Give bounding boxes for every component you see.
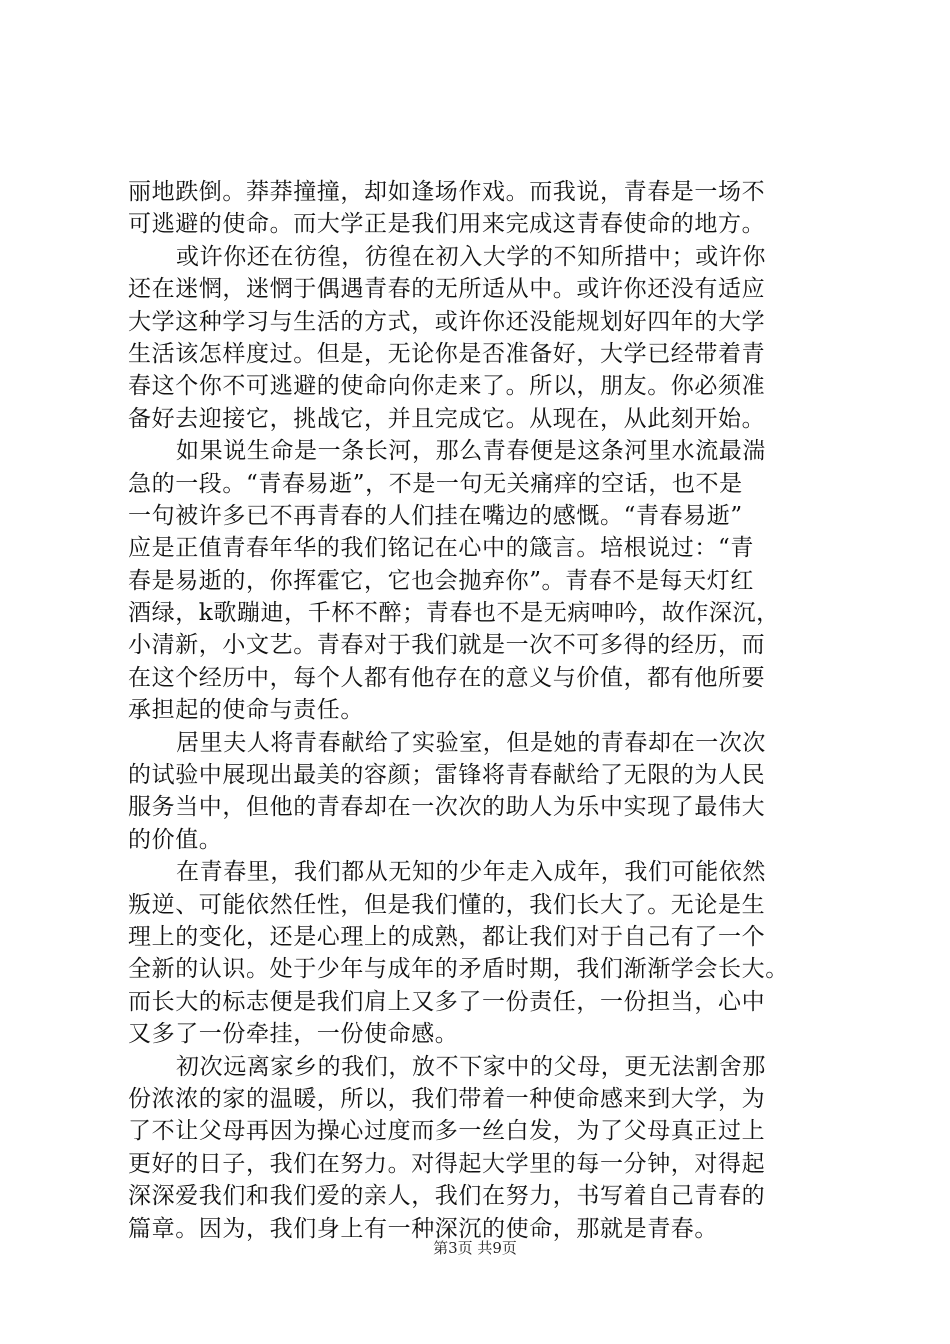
text-line: 的价值。 <box>128 826 223 853</box>
text-line: 一句被许多已不再青春的人们挂在嘴边的感慨。“青春易逝” <box>128 502 743 529</box>
text-line: 服务当中，但他的青春却在一次次的助人为乐中实现了最伟大 <box>128 794 766 821</box>
paragraph-first-line: 如果说生命是一条长河，那么青春便是这条河里水流最湍 <box>176 438 766 465</box>
text-line: 小清新，小文艺。青春对于我们就是一次不可多得的经历，而 <box>128 632 766 659</box>
text-line: 可逃避的使命。而大学正是我们用来完成这青春使命的地方。 <box>128 211 766 238</box>
paragraph-first-line: 或许你还在彷徨，彷徨在初入大学的不知所措中；或许你 <box>176 243 766 270</box>
text-line: 了不让父母再因为操心过度而多一丝白发，为了父母真正过上 <box>128 1118 766 1145</box>
text-line: 又多了一份牵挂，一份使命感。 <box>128 1021 459 1048</box>
text-line: 在这个经历中，每个人都有他存在的意义与价值，都有他所要 <box>128 664 766 691</box>
text-line: 份浓浓的家的温暖，所以，我们带着一种使命感来到大学，为 <box>128 1085 766 1112</box>
text-line: 深深爱我们和我们爱的亲人，我们在努力，书写着自己青春的 <box>128 1183 766 1210</box>
text-line: 承担起的使命与责任。 <box>128 697 364 724</box>
text-line: 应是正值青春年华的我们铭记在心中的箴言。培根说过：“青 <box>128 535 754 562</box>
text-line: 春是易逝的，你挥霍它，它也会抛弃你”。青春不是每天灯红 <box>128 567 754 594</box>
text-line: 而长大的标志便是我们肩上又多了一份责任，一份担当，心中 <box>128 988 766 1015</box>
text-line: 酒绿，k歌蹦迪，千杯不醉；青春也不是无病呻吟，故作深沉， <box>128 600 780 627</box>
paragraph-first-line: 居里夫人将青春献给了实验室，但是她的青春却在一次次 <box>176 729 766 756</box>
text-line: 还在迷惘，迷惘于偶遇青春的无所适从中。或许你还没有适应 <box>128 276 766 303</box>
text-line: 急的一段。“青春易逝”，不是一句无关痛痒的空话，也不是 <box>128 470 743 497</box>
text-line: 春这个你不可逃避的使命向你走来了。所以，朋友。你必须准 <box>128 373 766 400</box>
text-line: 丽地跌倒。莽莽撞撞，却如逢场作戏。而我说，青春是一场不 <box>128 179 766 205</box>
text-line: 理上的变化，还是心理上的成熟，都让我们对于自己有了一个 <box>128 923 766 950</box>
body-text <box>128 176 838 1245</box>
text-line: 生活该怎样度过。但是，无论你是否准备好，大学已经带着青 <box>128 340 766 367</box>
text-line: 篇章。因为，我们身上有一种深沉的使命，那就是青春。 <box>128 1215 718 1242</box>
text-line: 更好的日子，我们在努力。对得起大学里的每一分钟，对得起 <box>128 1150 766 1177</box>
paragraph-first-line: 在青春里，我们都从无知的少年走入成年，我们可能依然 <box>176 859 766 886</box>
text-line: 叛逆、可能依然任性，但是我们懂的，我们长大了。无论是生 <box>128 891 766 918</box>
text-line: 的试验中展现出最美的容颜；雷锋将青春献给了无限的为人民 <box>128 762 766 789</box>
text-line: 大学这种学习与生活的方式，或许你还没能规划好四年的大学 <box>128 308 766 335</box>
paragraph-first-line: 初次远离家乡的我们，放不下家中的父母，更无法割舍那 <box>176 1053 766 1080</box>
text-line: 备好去迎接它，挑战它，并且完成它。从现在，从此刻开始。 <box>128 405 766 432</box>
page-footer: 第3页 共9页 <box>433 1239 517 1257</box>
text-line: 全新的认识。处于少年与成年的矛盾时期，我们渐渐学会长大。 <box>128 956 789 983</box>
